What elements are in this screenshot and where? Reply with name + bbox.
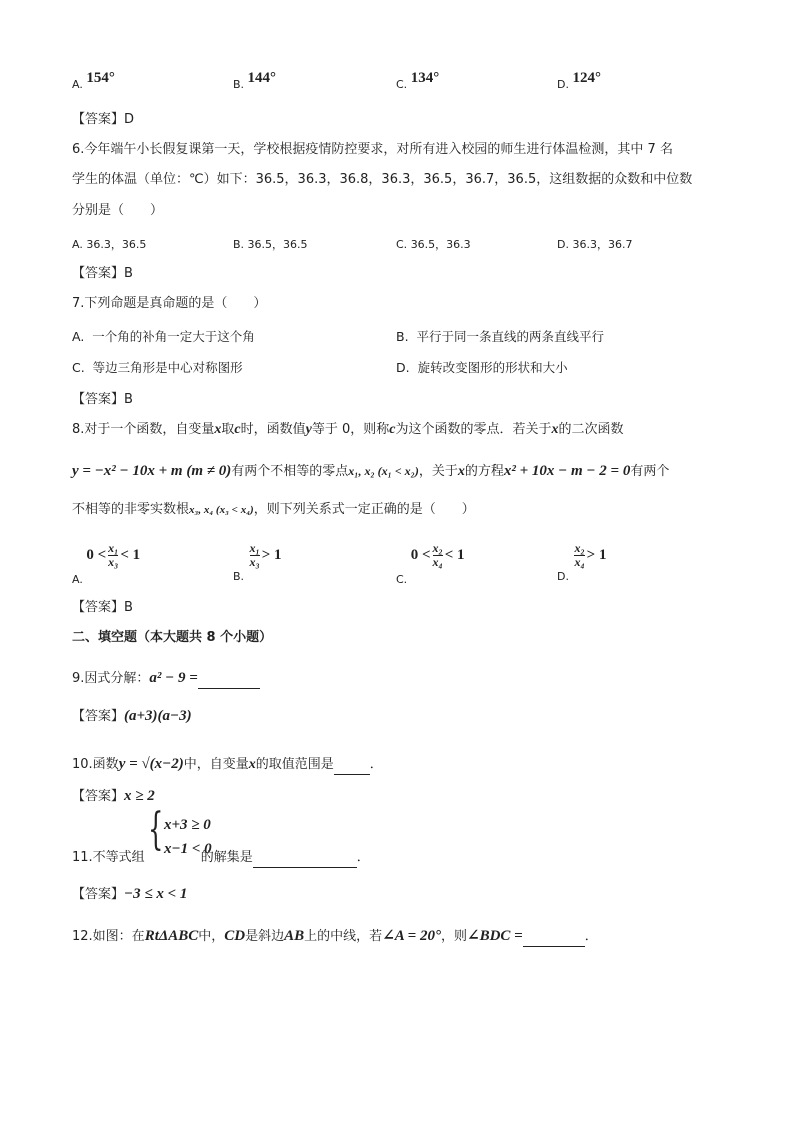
q5-option-a: A. 154° bbox=[72, 70, 115, 91]
q7-option-d: D. 旋转改变图形的形状和大小 bbox=[396, 360, 568, 375]
q6-option-b: B. 36.5，36.5 bbox=[233, 238, 308, 251]
q11-system-ineq2: x−1 < 0 bbox=[164, 841, 212, 857]
q6-option-c: C. 36.5，36.3 bbox=[396, 238, 471, 251]
q6-option-a: A. 36.3，36.5 bbox=[72, 238, 147, 251]
q6-stem-line3: 分别是（ ） bbox=[72, 203, 164, 218]
q7-option-b: B. 平行于同一条直线的两条直线平行 bbox=[396, 329, 605, 344]
q7-option-a: A. 一个角的补角一定大于这个角 bbox=[72, 329, 255, 344]
q12-stem: 12.如图：在RtΔABC中，CD是斜边AB上的中线，若∠A = 20°，则∠BDC = ． bbox=[72, 926, 598, 947]
q11-stem: 11.不等式组 的解集是 ． bbox=[72, 848, 370, 868]
q11-answer: 【答案】−3 ≤ x < 1 bbox=[72, 886, 188, 902]
fraction: $\frac{\text{x₁}}{\text{x₃}}$ bbox=[249, 541, 260, 569]
q6-option-d: D. 36.3，36.7 bbox=[557, 238, 633, 251]
q5-option-b: B. 144° bbox=[233, 70, 277, 91]
q6-stem-line2: 学生的体温（单位：℃）如下：36.5，36.3，36.8，36.3，36.5，36.7，36.5，这组数据的众数和中位数 bbox=[72, 172, 693, 187]
q7-option-c: C. 等边三角形是中心对称图形 bbox=[72, 360, 243, 375]
q7-answer: 【答案】B bbox=[72, 392, 133, 407]
q8-answer: 【答案】B bbox=[72, 600, 133, 615]
q9-stem: 9.因式分解：a² − 9 = bbox=[72, 668, 260, 689]
q9-answer: 【答案】(a+3)(a−3) bbox=[72, 708, 192, 724]
q8-option-d: D. $\frac{\text{x₂}}{\text{x₄}}$ > 1 bbox=[557, 541, 607, 583]
q5-option-d: D. 124° bbox=[557, 70, 601, 91]
fraction: $\frac{\text{x₂}}{\text{x₄}}$ bbox=[574, 541, 585, 569]
q11-system-ineq1: x+3 ≥ 0 bbox=[164, 817, 211, 833]
q10-answer: 【答案】x ≥ 2 bbox=[72, 788, 155, 804]
q8-stem-line1: 8.对于一个函数，自变量x取c时，函数值y等于 0，则称c为这个函数的零点．若关于x的二次函数 bbox=[72, 422, 624, 437]
q8-option-b: B. $\frac{\text{x₁}}{\text{x₃}}$ > 1 bbox=[233, 541, 282, 583]
q8-stem-line2: y = −x² − 10x + m (m ≠ 0)有两个不相等的零点x₁, x₂ (x₁ < x₂)，关于x的方程x² + 10x − m − 2 = 0有两个 bbox=[72, 463, 670, 479]
q5-option-c: C. 134° bbox=[396, 70, 440, 91]
q10-stem: 10.函数y = √(x−2)中，自变量x的取值范围是 ． bbox=[72, 754, 383, 775]
q8-option-a: A. 0 < $\frac{\text{x₁}}{\text{x₃}}$ < 1 bbox=[72, 541, 141, 586]
q8-stem-line3: 不相等的非零实数根x₃, x₄ (x₃ < x₄)，则下列关系式一定正确的是（ ） bbox=[72, 502, 475, 517]
fraction: $\frac{\text{x₁}}{\text{x₃}}$ bbox=[108, 541, 119, 569]
q6-stem-line1: 6.今年端午小长假复课第一天，学校根据疫情防控要求，对所有进入校园的师生进行体温检测，其中 7 名 bbox=[72, 142, 673, 157]
q6-answer: 【答案】B bbox=[72, 266, 133, 281]
system-brace: { bbox=[148, 804, 164, 855]
section-heading: 二、填空题（本大题共 8 个小题） bbox=[72, 630, 273, 645]
q5-answer: 【答案】D bbox=[72, 112, 135, 127]
q7-stem: 7.下列命题是真命题的是（ ） bbox=[72, 296, 267, 311]
q8-option-c: C. 0 < $\frac{\text{x₂}}{\text{x₄}}$ < 1 bbox=[396, 541, 465, 586]
fraction: $\frac{\text{x₂}}{\text{x₄}}$ bbox=[432, 541, 443, 569]
